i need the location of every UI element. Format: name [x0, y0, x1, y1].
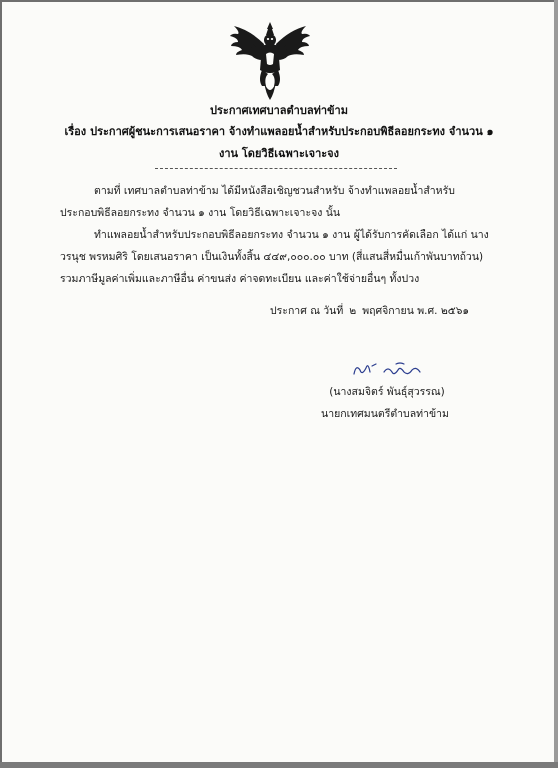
announcement-date	[270, 302, 500, 319]
paragraph-invitation: ตามที่ เทศบาลตำบลท่าข้าม ได้มีหนังสือเชิญชวนสำหรับ จ้างทำแพลอยน้ำสำหรับประกอบพิธีลอยกระทง จำนวน ๑ งาน โดยวิธีเฉพาะเจาะจง นั้น	[60, 185, 455, 219]
signer-name: (นางสมจิตร์ พันธุ์สุวรรณ)	[329, 386, 445, 398]
scan-edge-bottom	[0, 762, 558, 768]
document-title: ประกาศเทศบาลตำบลท่าข้าม	[210, 104, 348, 117]
announce-month-year: พฤศจิกายน พ.ศ. ๒๕๖๑	[362, 305, 470, 317]
subject-text: ประกาศผู้ชนะการเสนอราคา จ้างทำแพลอยน้ำสำหรับประกอบพิธีลอยกระทง จำนวน ๑ งาน โดยวิธีเฉพาะเจาะจง	[90, 125, 494, 160]
paragraph-award: ทำแพลอยน้ำสำหรับประกอบพิธีลอยกระทง จำนวน ๑ งาน ผู้ได้รับการคัดเลือก ได้แก่ นางวรนุช พรหมศิริ โดยเสนอราคา เป็นเงินทั้งสิ้น ๔๔๙,๐๐๐.๐๐ บาท (สี่แสนสี่หมื่นเก้าพันบาทถ้วน) รวมภาษีมูลค่าเพิ่มและภาษีอื่น ค่าขนส่ง ค่าจดทะเบียน และค่าใช้จ่ายอื่นๆ ทั้งปวง	[60, 229, 489, 285]
announce-day: ๒	[349, 305, 357, 317]
subject-label: เรื่อง	[64, 125, 87, 138]
separator-line	[155, 168, 397, 169]
document-subject	[60, 121, 498, 165]
garuda-emblem-icon	[228, 20, 312, 102]
announce-label: ประกาศ ณ วันที่	[270, 305, 344, 317]
handwritten-signature	[350, 358, 430, 384]
signer-position: นายกเทศมนตรีตำบลท่าข้าม	[321, 408, 449, 420]
document-body	[60, 180, 490, 290]
